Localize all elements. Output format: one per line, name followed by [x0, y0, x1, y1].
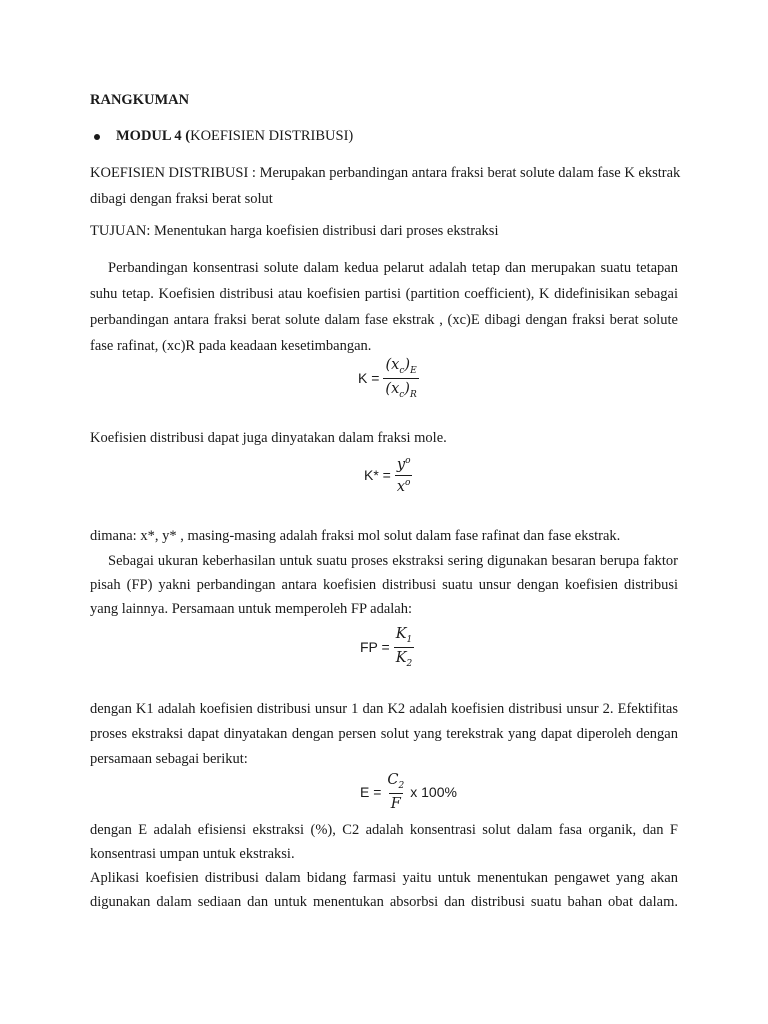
tujuan-line: TUJUAN: Menentukan harga koefisien distribusi dari proses ekstraksi [90, 223, 499, 239]
fraction-denominator: F [389, 793, 403, 812]
module-bullet [90, 124, 353, 148]
fraction-denominator: $K_2$ [394, 647, 415, 669]
equation-k [358, 357, 419, 400]
fraction-denominator: $(x_c)_R$ [383, 378, 418, 400]
paragraph-line: fase rafinat, (xc)R pada keadaan kesetimbangan. [90, 338, 372, 354]
paragraph-line: Koefisien distribusi dapat juga dinyatakan dalam fraksi mole. [90, 430, 447, 446]
paragraph-line: konsentrasi umpan untuk ekstraksi. [90, 846, 295, 862]
definition-line: dibagi dengan fraksi berat solut [90, 191, 273, 207]
fraction-numerator: $y^o$ [396, 456, 411, 473]
fraction [394, 626, 415, 669]
paragraph-1 [90, 255, 678, 359]
paragraph-line: perbandingan antara fraksi berat solute dalam fase ekstrak , (xc)E dibagi dengan fraksi berat solute [90, 312, 678, 328]
equation-lhs: K = [358, 370, 380, 387]
equation-kstar [364, 456, 412, 495]
paragraph-2 [90, 549, 678, 621]
fraction-numerator: $K_1$ [395, 626, 413, 645]
mole-line [90, 426, 678, 450]
paragraph-line: digunakan dalam sediaan dan untuk menentukan absorbsi dan distribusi suatu bahan obat dalam. [90, 894, 678, 910]
equation-lhs: FP = [360, 639, 390, 656]
paragraph-line: Aplikasi koefisien distribusi dalam bidang farmasi yaitu untuk menentukan pengawet yang akan [90, 870, 678, 886]
equation-lhs: E = [360, 783, 382, 800]
paragraph-line: pisah (FP) yakni perbandingan antara koefisien distribusi suatu unsur dengan koefisien distribusi [90, 577, 678, 593]
equation-tail: x 100% [410, 783, 457, 800]
module-title: MODUL 4 ( [116, 128, 191, 144]
dimana-line [90, 524, 678, 548]
definition-paragraph [90, 160, 681, 212]
paragraph-line: suhu tetap. Koefisien distribusi atau koefisien partisi (partition coefficient), K didefinisikan sebagai [90, 286, 678, 302]
paragraph-line: Sebagai ukuran keberhasilan untuk suatu proses ekstraksi sering digunakan besaran berupa faktor [108, 553, 678, 569]
paragraph-line: Perbandingan konsentrasi solute dalam kedua pelarut adalah tetap dan merupakan suatu tetapan [108, 260, 678, 276]
fraction [395, 456, 413, 495]
paragraph-line: dengan K1 adalah koefisien distribusi unsur 1 dan K2 adalah koefisien distribusi unsur 2. Efektifitas [90, 701, 678, 717]
fraction-numerator: $C_2$ [387, 772, 405, 791]
paragraph-line: yang lainnya. Persamaan untuk memperoleh FP adalah: [90, 601, 413, 617]
fraction-numerator: $(x_c)_E$ [385, 357, 417, 376]
paragraph-line: dengan E adalah efisiensi ekstraksi (%), C2 adalah konsentrasi solut dalam fasa organik, dan F [90, 822, 678, 838]
paragraph-line: dimana: x*, y* , masing-masing adalah fraksi mol solut dalam fase rafinat dan fase ekstrak. [90, 528, 621, 544]
heading: RANGKUMAN [90, 92, 190, 108]
paragraph-3 [90, 697, 678, 772]
tujuan-paragraph [90, 219, 678, 243]
fraction-denominator: $x^o$ [395, 475, 413, 495]
bullet-icon [94, 134, 100, 140]
equation-e [360, 772, 457, 812]
paragraph-line: proses ekstraksi dapat dinyatakan dengan persen solut yang terekstrak yang dapat diperoleh dengan [90, 726, 678, 742]
definition-line: KOEFISIEN DISTRIBUSI : Merupakan perbandingan antara fraksi berat solute dalam fase K ekstrak [90, 165, 681, 181]
paragraph-line: persamaan sebagai berikut: [90, 751, 248, 767]
paragraph-4 [90, 818, 678, 914]
equation-fp [360, 626, 414, 669]
module-subtitle: KOEFISIEN DISTRIBUSI) [190, 128, 354, 144]
fraction [383, 357, 418, 400]
equation-lhs: K* = [364, 467, 391, 484]
fraction [385, 772, 406, 812]
